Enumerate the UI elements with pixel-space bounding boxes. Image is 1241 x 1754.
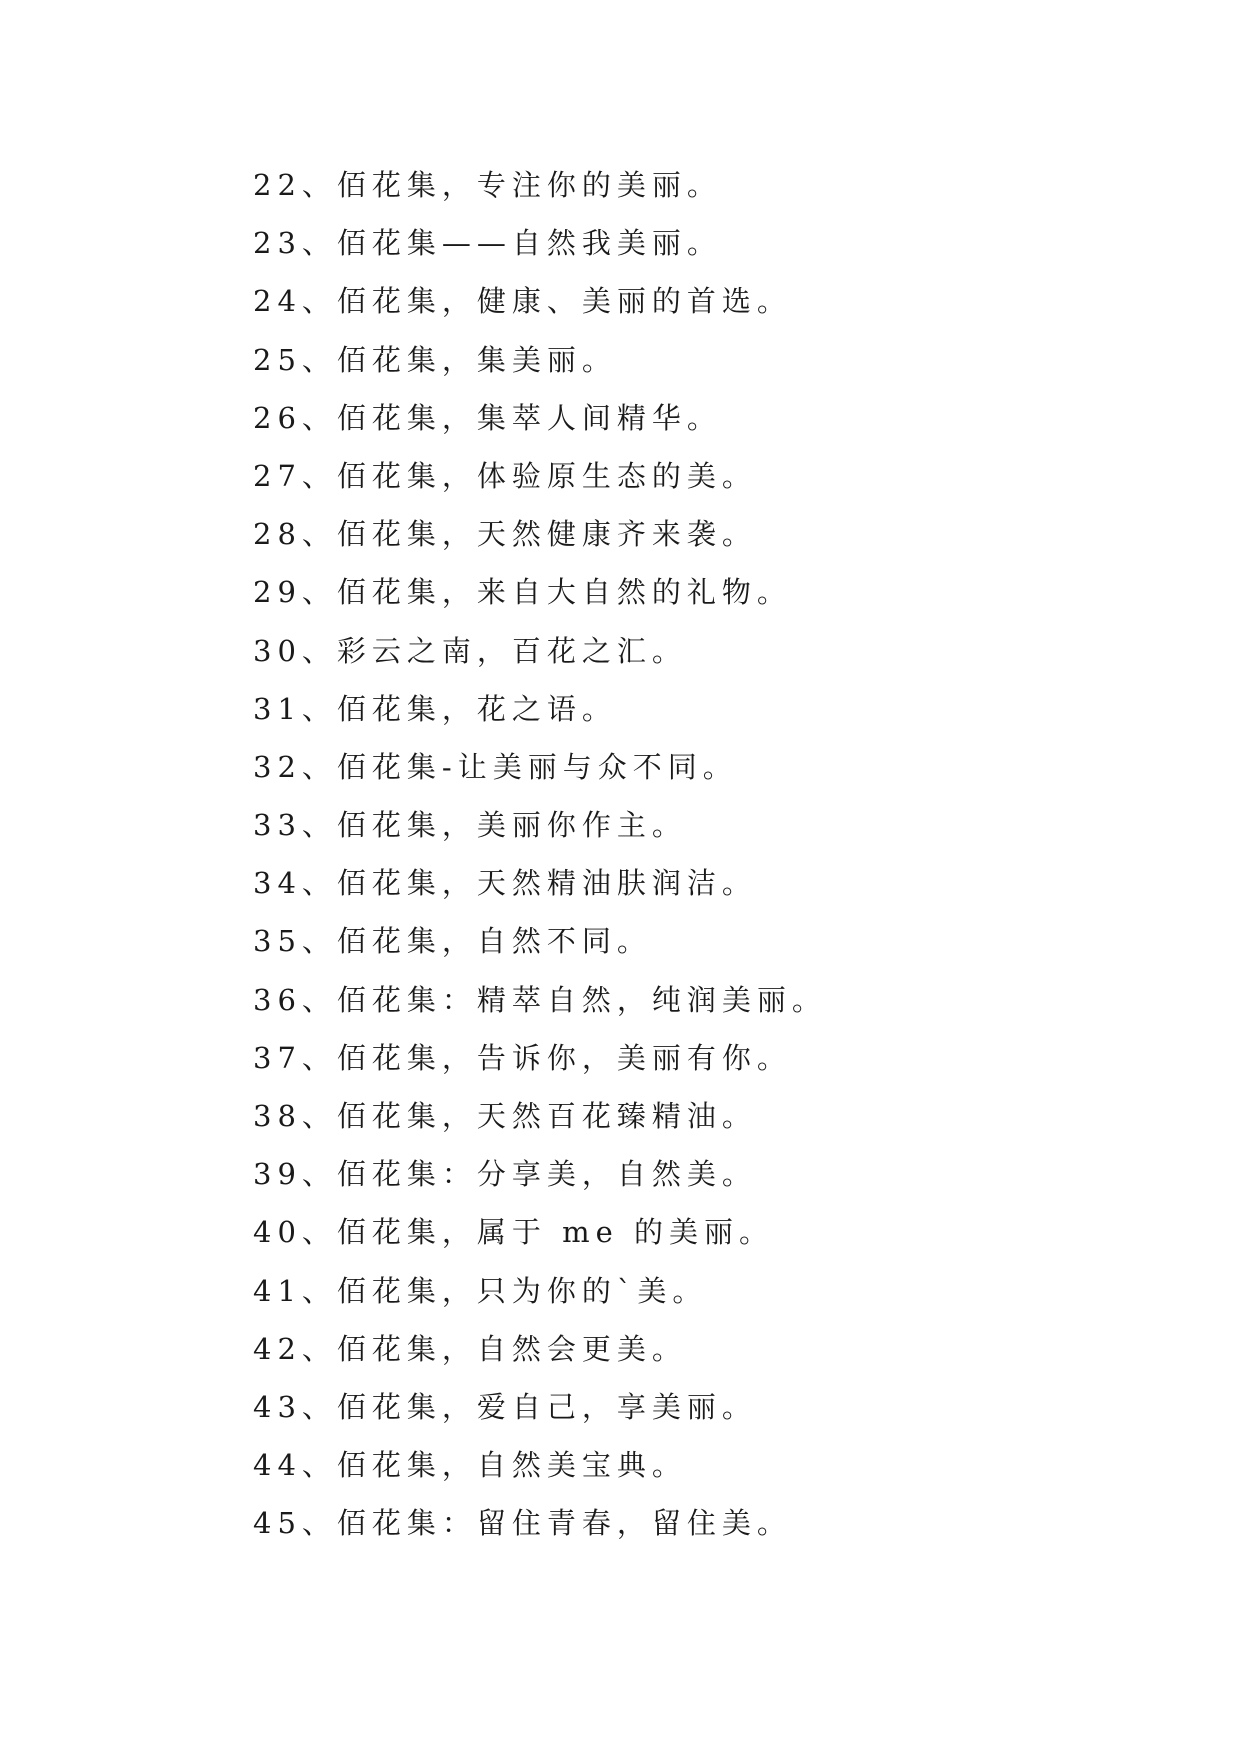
list-item: 23、佰花集——自然我美丽。 [253, 226, 722, 261]
list-item: 43、佰花集，爱自己，享美丽。 [253, 1389, 757, 1424]
list-item: 33、佰花集，美丽你作主。 [253, 808, 687, 843]
list-item: 27、佰花集，体验原生态的美。 [253, 458, 757, 493]
list-item: 37、佰花集，告诉你，美丽有你。 [253, 1040, 792, 1075]
list-item: 36、佰花集：精萃自然，纯润美丽。 [253, 982, 827, 1017]
list-item: 39、佰花集：分享美，自然美。 [253, 1157, 757, 1192]
list-item: 25、佰花集，集美丽。 [253, 342, 617, 377]
list-item: 40、佰花集，属于 me 的美丽。 [253, 1215, 774, 1250]
list-item: 22、佰花集，专注你的美丽。 [253, 168, 722, 202]
list-item: 29、佰花集，来自大自然的礼物。 [253, 575, 792, 610]
list-item: 44、佰花集，自然美宝典。 [253, 1448, 687, 1483]
list-item: 30、彩云之南，百花之汇。 [253, 633, 687, 668]
slogan-list [253, 160, 1153, 1557]
list-item: 42、佰花集，自然会更美。 [253, 1331, 687, 1366]
list-item: 26、佰花集，集萃人间精华。 [253, 400, 722, 435]
list-item: 32、佰花集-让美丽与众不同。 [253, 749, 738, 784]
list-item: 35、佰花集，自然不同。 [253, 924, 652, 959]
list-item: 31、佰花集，花之语。 [253, 691, 617, 726]
list-item: 45、佰花集：留住青春，留住美。 [253, 1506, 792, 1541]
list-item: 24、佰花集，健康、美丽的首选。 [253, 284, 792, 319]
list-item: 41、佰花集，只为你的`美。 [253, 1273, 708, 1308]
list-item: 38、佰花集，天然百花臻精油。 [253, 1099, 757, 1133]
list-item: 34、佰花集，天然精油肤润洁。 [253, 866, 757, 901]
list-item: 28、佰花集，天然健康齐来袭。 [253, 517, 757, 552]
